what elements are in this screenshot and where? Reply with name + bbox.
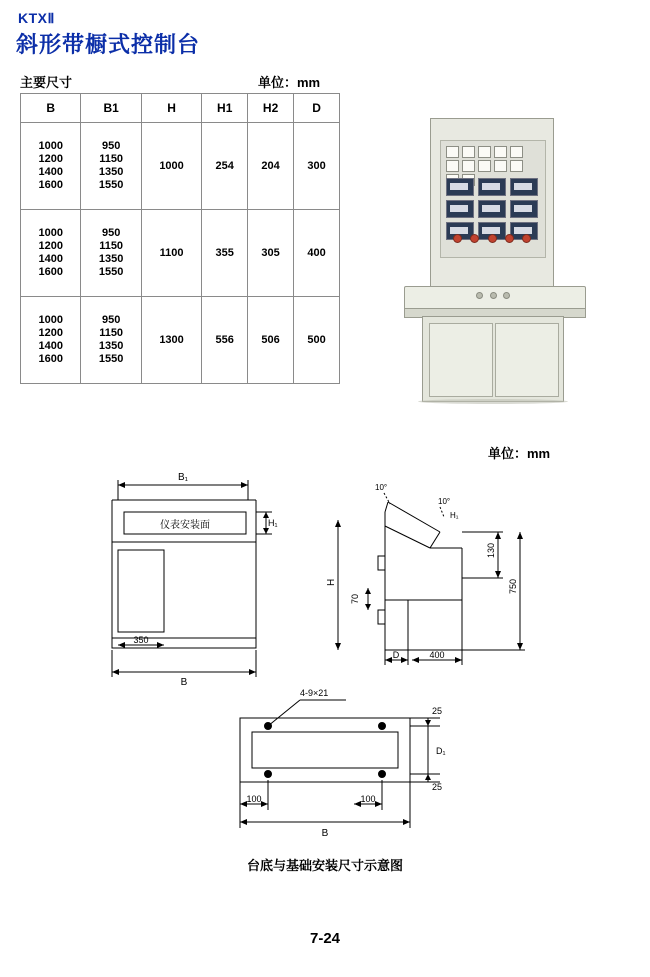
- base-hole-note: 4-9×21: [300, 688, 329, 698]
- lamp-icon: [478, 146, 491, 158]
- front-panel-label: 仪表安装面: [160, 520, 210, 531]
- b1-val: 1550: [98, 266, 124, 278]
- b-val: 1400: [38, 340, 63, 352]
- b1-val: 950: [101, 314, 121, 326]
- b1-val: 1350: [98, 340, 124, 352]
- front-dim-350: 350: [133, 635, 149, 645]
- b1-val: 1150: [99, 153, 124, 165]
- base-dim-100-right: 100: [360, 794, 376, 804]
- col-h2: H2: [248, 94, 294, 123]
- cell-h2-group-3: 506: [248, 297, 294, 384]
- cell-b1-group-3: [81, 297, 141, 384]
- pushbutton-icon: [470, 234, 479, 243]
- side-angle-1: 10°: [375, 483, 388, 492]
- b1-val: 1150: [99, 327, 124, 339]
- cell-b1-group-2: [81, 210, 141, 297]
- side-dim-750: 750: [508, 578, 518, 594]
- col-h1: H1: [202, 94, 248, 123]
- base-dim-d1: D₁: [436, 746, 446, 756]
- b-val: 1600: [38, 179, 63, 191]
- meter-icon: [478, 178, 506, 196]
- table-row: [21, 297, 340, 384]
- photo-pushbuttons: [453, 234, 531, 243]
- pushbutton-icon: [505, 234, 514, 243]
- front-dim-b1: B₁: [177, 472, 189, 483]
- b1-val: 1550: [98, 179, 124, 191]
- page-title: 斜形带橱式控制台: [16, 32, 201, 57]
- b1-val: 1150: [99, 240, 124, 252]
- meter-icon: [510, 178, 538, 196]
- b-val: 1000: [38, 140, 63, 152]
- base-dim-25-top: 25: [432, 706, 443, 716]
- side-dim-400: 400: [429, 650, 445, 660]
- lamp-icon: [462, 146, 475, 158]
- pushbutton-icon: [522, 234, 531, 243]
- page-number: 7-24: [309, 930, 341, 947]
- b1-val: 1350: [98, 253, 124, 265]
- knob-icon: [490, 292, 497, 299]
- lamp-icon: [462, 160, 475, 172]
- lamp-icon: [478, 160, 491, 172]
- base-view: [240, 688, 446, 839]
- side-dim-d: D: [392, 650, 400, 660]
- base-dim-25-bottom: 25: [432, 782, 443, 792]
- product-photo: [398, 110, 623, 410]
- meter-icon: [478, 200, 506, 218]
- col-d: D: [294, 94, 340, 123]
- cell-h1-group-3: 556: [202, 297, 248, 384]
- photo-base-cabinet: [422, 316, 564, 402]
- cell-h2-group-2: 305: [248, 210, 294, 297]
- cell-d-group-3: 500: [294, 297, 340, 384]
- b-val: 1600: [38, 266, 63, 278]
- drawings-svg: [0, 460, 650, 880]
- side-dim-h: H: [326, 578, 337, 586]
- col-b: B: [21, 94, 81, 123]
- cell-d-group-1: 300: [294, 123, 340, 210]
- b-val: 1000: [38, 227, 63, 239]
- cell-b-group-3: [21, 297, 81, 384]
- dimensions-table: [20, 93, 340, 384]
- cell-b-group-1: [21, 123, 81, 210]
- knob-icon: [476, 292, 483, 299]
- knob-icon: [503, 292, 510, 299]
- side-dim-130: 130: [486, 542, 496, 558]
- lamp-icon: [494, 160, 507, 172]
- cell-h-group-3: 1300: [141, 297, 201, 384]
- b-val: 1400: [38, 166, 63, 178]
- b1-val: 1350: [98, 166, 124, 178]
- pushbutton-icon: [453, 234, 462, 243]
- b1-val: 1550: [98, 353, 124, 365]
- cell-h-group-2: 1100: [141, 210, 201, 297]
- lamp-icon: [446, 146, 459, 158]
- lamp-icon: [510, 160, 523, 172]
- b1-val: 950: [101, 140, 121, 152]
- cell-h1-group-1: 254: [202, 123, 248, 210]
- base-dim-100-left: 100: [246, 794, 262, 804]
- b-val: 1200: [38, 153, 63, 165]
- photo-desk-knobs: [476, 292, 510, 298]
- photo-door-right: [495, 323, 559, 397]
- drawing-caption: 台底与基础安装尺寸示意图: [246, 858, 403, 873]
- cell-d-group-2: 400: [294, 210, 340, 297]
- side-dim-70: 70: [350, 593, 360, 604]
- side-view: [326, 483, 525, 665]
- unit-label-top: 单位：mm: [258, 75, 321, 90]
- cell-b1-group-1: [81, 123, 141, 210]
- b1-val: 950: [101, 227, 121, 239]
- b-val: 1200: [38, 240, 63, 252]
- side-angle-2: 10°: [438, 497, 451, 506]
- cell-h2-group-1: 204: [248, 123, 294, 210]
- photo-door-left: [429, 323, 493, 397]
- meter-icon: [446, 178, 474, 196]
- table-row: [21, 210, 340, 297]
- model-code: KTXⅡ: [18, 10, 55, 26]
- col-b1: B1: [81, 94, 141, 123]
- main-dimensions-label: 主要尺寸: [20, 75, 73, 90]
- front-dim-b: B: [180, 677, 188, 688]
- technical-drawings: [0, 460, 650, 880]
- cell-h-group-1: 1000: [141, 123, 201, 210]
- base-dim-b: B: [321, 828, 329, 839]
- b-val: 1600: [38, 353, 63, 365]
- table-header-row: [21, 94, 340, 123]
- unit-label-mid: 单位：mm: [488, 446, 551, 461]
- meter-icon: [446, 200, 474, 218]
- b-val: 1200: [38, 327, 63, 339]
- meter-icon: [510, 200, 538, 218]
- side-dim-h1: H₁: [450, 511, 459, 520]
- pushbutton-icon: [488, 234, 497, 243]
- b-val: 1000: [38, 314, 63, 326]
- cell-b-group-2: [21, 210, 81, 297]
- b-val: 1400: [38, 253, 63, 265]
- col-h: H: [141, 94, 201, 123]
- lamp-icon: [446, 160, 459, 172]
- front-dim-h1: H₁: [268, 518, 278, 528]
- table-row: [21, 123, 340, 210]
- photo-meters: [446, 178, 538, 240]
- photo-indicator-lamps: [446, 146, 538, 172]
- lamp-icon: [494, 146, 507, 158]
- photo-shadow: [418, 399, 568, 404]
- lamp-icon: [510, 146, 523, 158]
- front-view: [112, 472, 278, 688]
- cell-h1-group-2: 355: [202, 210, 248, 297]
